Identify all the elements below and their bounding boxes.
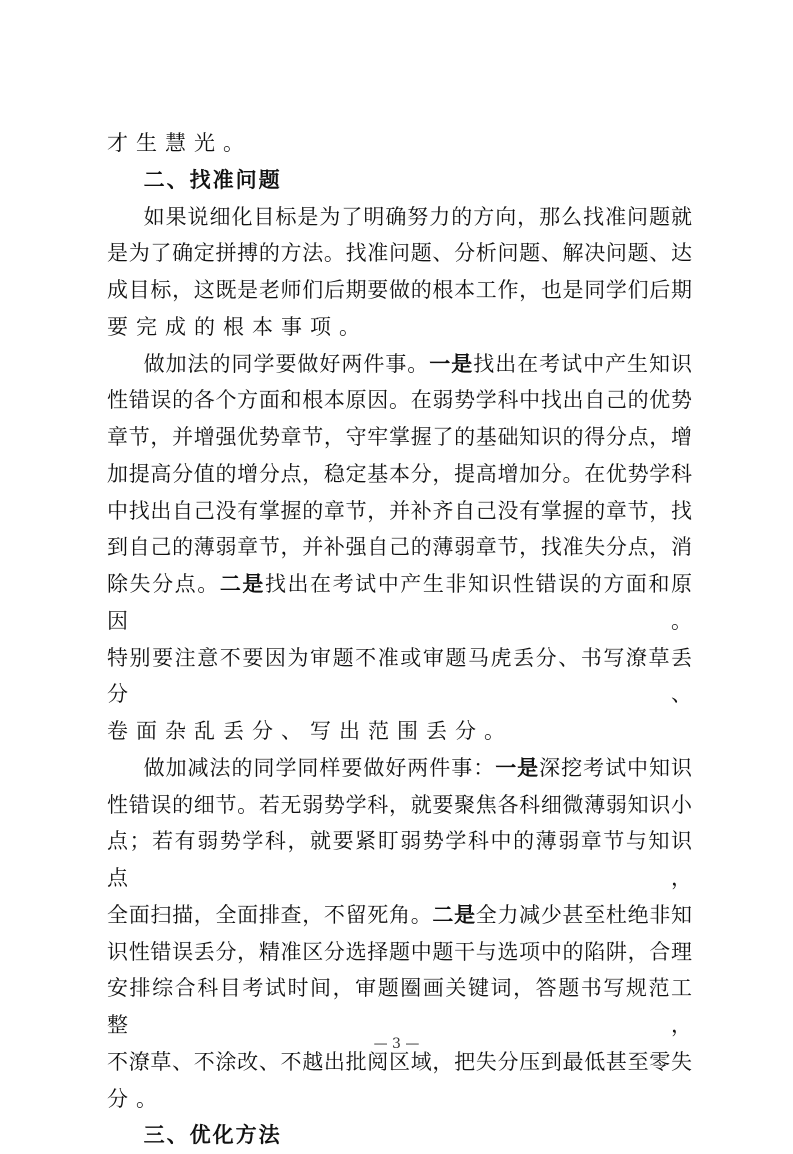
text-segment: 如果说细化目标是为了明确努力的方向，那么找准问题就 — [143, 204, 692, 229]
text-segment: 二、找准问题 — [143, 167, 282, 192]
bold-marker: 一是 — [495, 755, 540, 780]
text-line — [107, 309, 692, 346]
text-segment: 特别要注意不要因为审题不准或审题马虎丢分、书写潦草丢分、 — [107, 645, 692, 707]
text-line — [107, 235, 692, 272]
text-segment: 三、优化方法 — [143, 1123, 282, 1148]
text-line — [107, 897, 692, 934]
text-segment: 安排综合科目考试时间，审题圈画关键词，答题书写规范工整， — [107, 976, 692, 1037]
text-line — [107, 934, 692, 971]
page-number: — 3 — — [373, 1036, 420, 1052]
text-segment: 成目标，这既是老师们后期要做的根本工作，也是同学们后期 — [107, 278, 692, 302]
text-segment: 不潦草、不涂改、不越出批阅区域，把失分压到最低甚至零失 — [107, 1049, 692, 1074]
text-line — [107, 346, 692, 383]
text-segment: 性错误的各个方面和根本原因。在弱势学科中找出自己的优势 — [107, 388, 692, 413]
text-line — [107, 640, 692, 714]
text-line — [107, 382, 692, 419]
text-line — [107, 787, 692, 824]
text-segment: 是为了确定拼搏的方法。找准问题、分析问题、解决问题、达 — [107, 241, 692, 266]
text-segment: 才生慧光。 — [107, 131, 252, 155]
text-segment: 深挖考试中知识 — [539, 755, 693, 780]
text-line — [107, 823, 692, 897]
document-body — [107, 125, 692, 1154]
text-segment: 点；若有弱势学科，就要紧盯弱势学科中的薄弱章节与知识点， — [107, 829, 692, 890]
text-line — [107, 419, 692, 456]
text-segment: 找出在考试中产生非知识性错误的方面和原因。 — [107, 572, 693, 633]
bold-marker: 二是 — [432, 902, 476, 927]
text-segment: 全面扫描，全面排查，不留死角。 — [107, 902, 433, 927]
text-line — [107, 529, 692, 566]
section-heading — [107, 162, 692, 199]
text-segment: 做加法的同学要做好两件事。 — [143, 351, 430, 376]
text-segment: 卷面杂乱丢分、写出范围丢分。 — [107, 719, 513, 743]
bold-marker: 一是 — [429, 351, 474, 376]
text-segment: 全力减少甚至杜绝非知 — [475, 902, 693, 927]
text-line — [107, 199, 692, 236]
text-line — [107, 1081, 692, 1118]
text-segment: 到自己的薄弱章节，并补强自己的薄弱章节，找准失分点，消 — [107, 535, 692, 560]
text-line — [107, 272, 692, 309]
text-segment: 加提高分值的增分点，稳定基本分，提高增加分。在优势学科 — [107, 461, 692, 486]
text-line — [107, 493, 692, 530]
text-segment: 要完成的根本事项。 — [107, 314, 368, 339]
text-line — [107, 125, 692, 162]
section-heading — [107, 1117, 692, 1154]
text-line — [107, 456, 692, 493]
text-line — [107, 970, 692, 1044]
text-segment: 找出在考试中产生知识 — [473, 351, 693, 376]
text-segment: 章节，并增强优势章节，守牢掌握了的基础知识的得分点，增 — [107, 425, 692, 449]
text-segment: 分。 — [107, 1086, 165, 1111]
text-segment: 中找出自己没有掌握的章节，并补齐自己没有掌握的章节，找 — [107, 498, 692, 523]
text-line — [107, 750, 692, 787]
text-line — [107, 566, 692, 640]
text-segment: 做加减法的同学同样要做好两件事： — [143, 755, 496, 780]
bold-marker: 二是 — [219, 572, 265, 596]
text-segment: 识性错误丢分，精准区分选择题中题干与选项中的陷阱，合理 — [107, 939, 692, 964]
text-segment: 性错误的细节。若无弱势学科，就要聚焦各科细微薄弱知识小 — [107, 792, 692, 817]
text-line — [107, 713, 692, 750]
text-segment: 除失分点。 — [107, 572, 220, 596]
